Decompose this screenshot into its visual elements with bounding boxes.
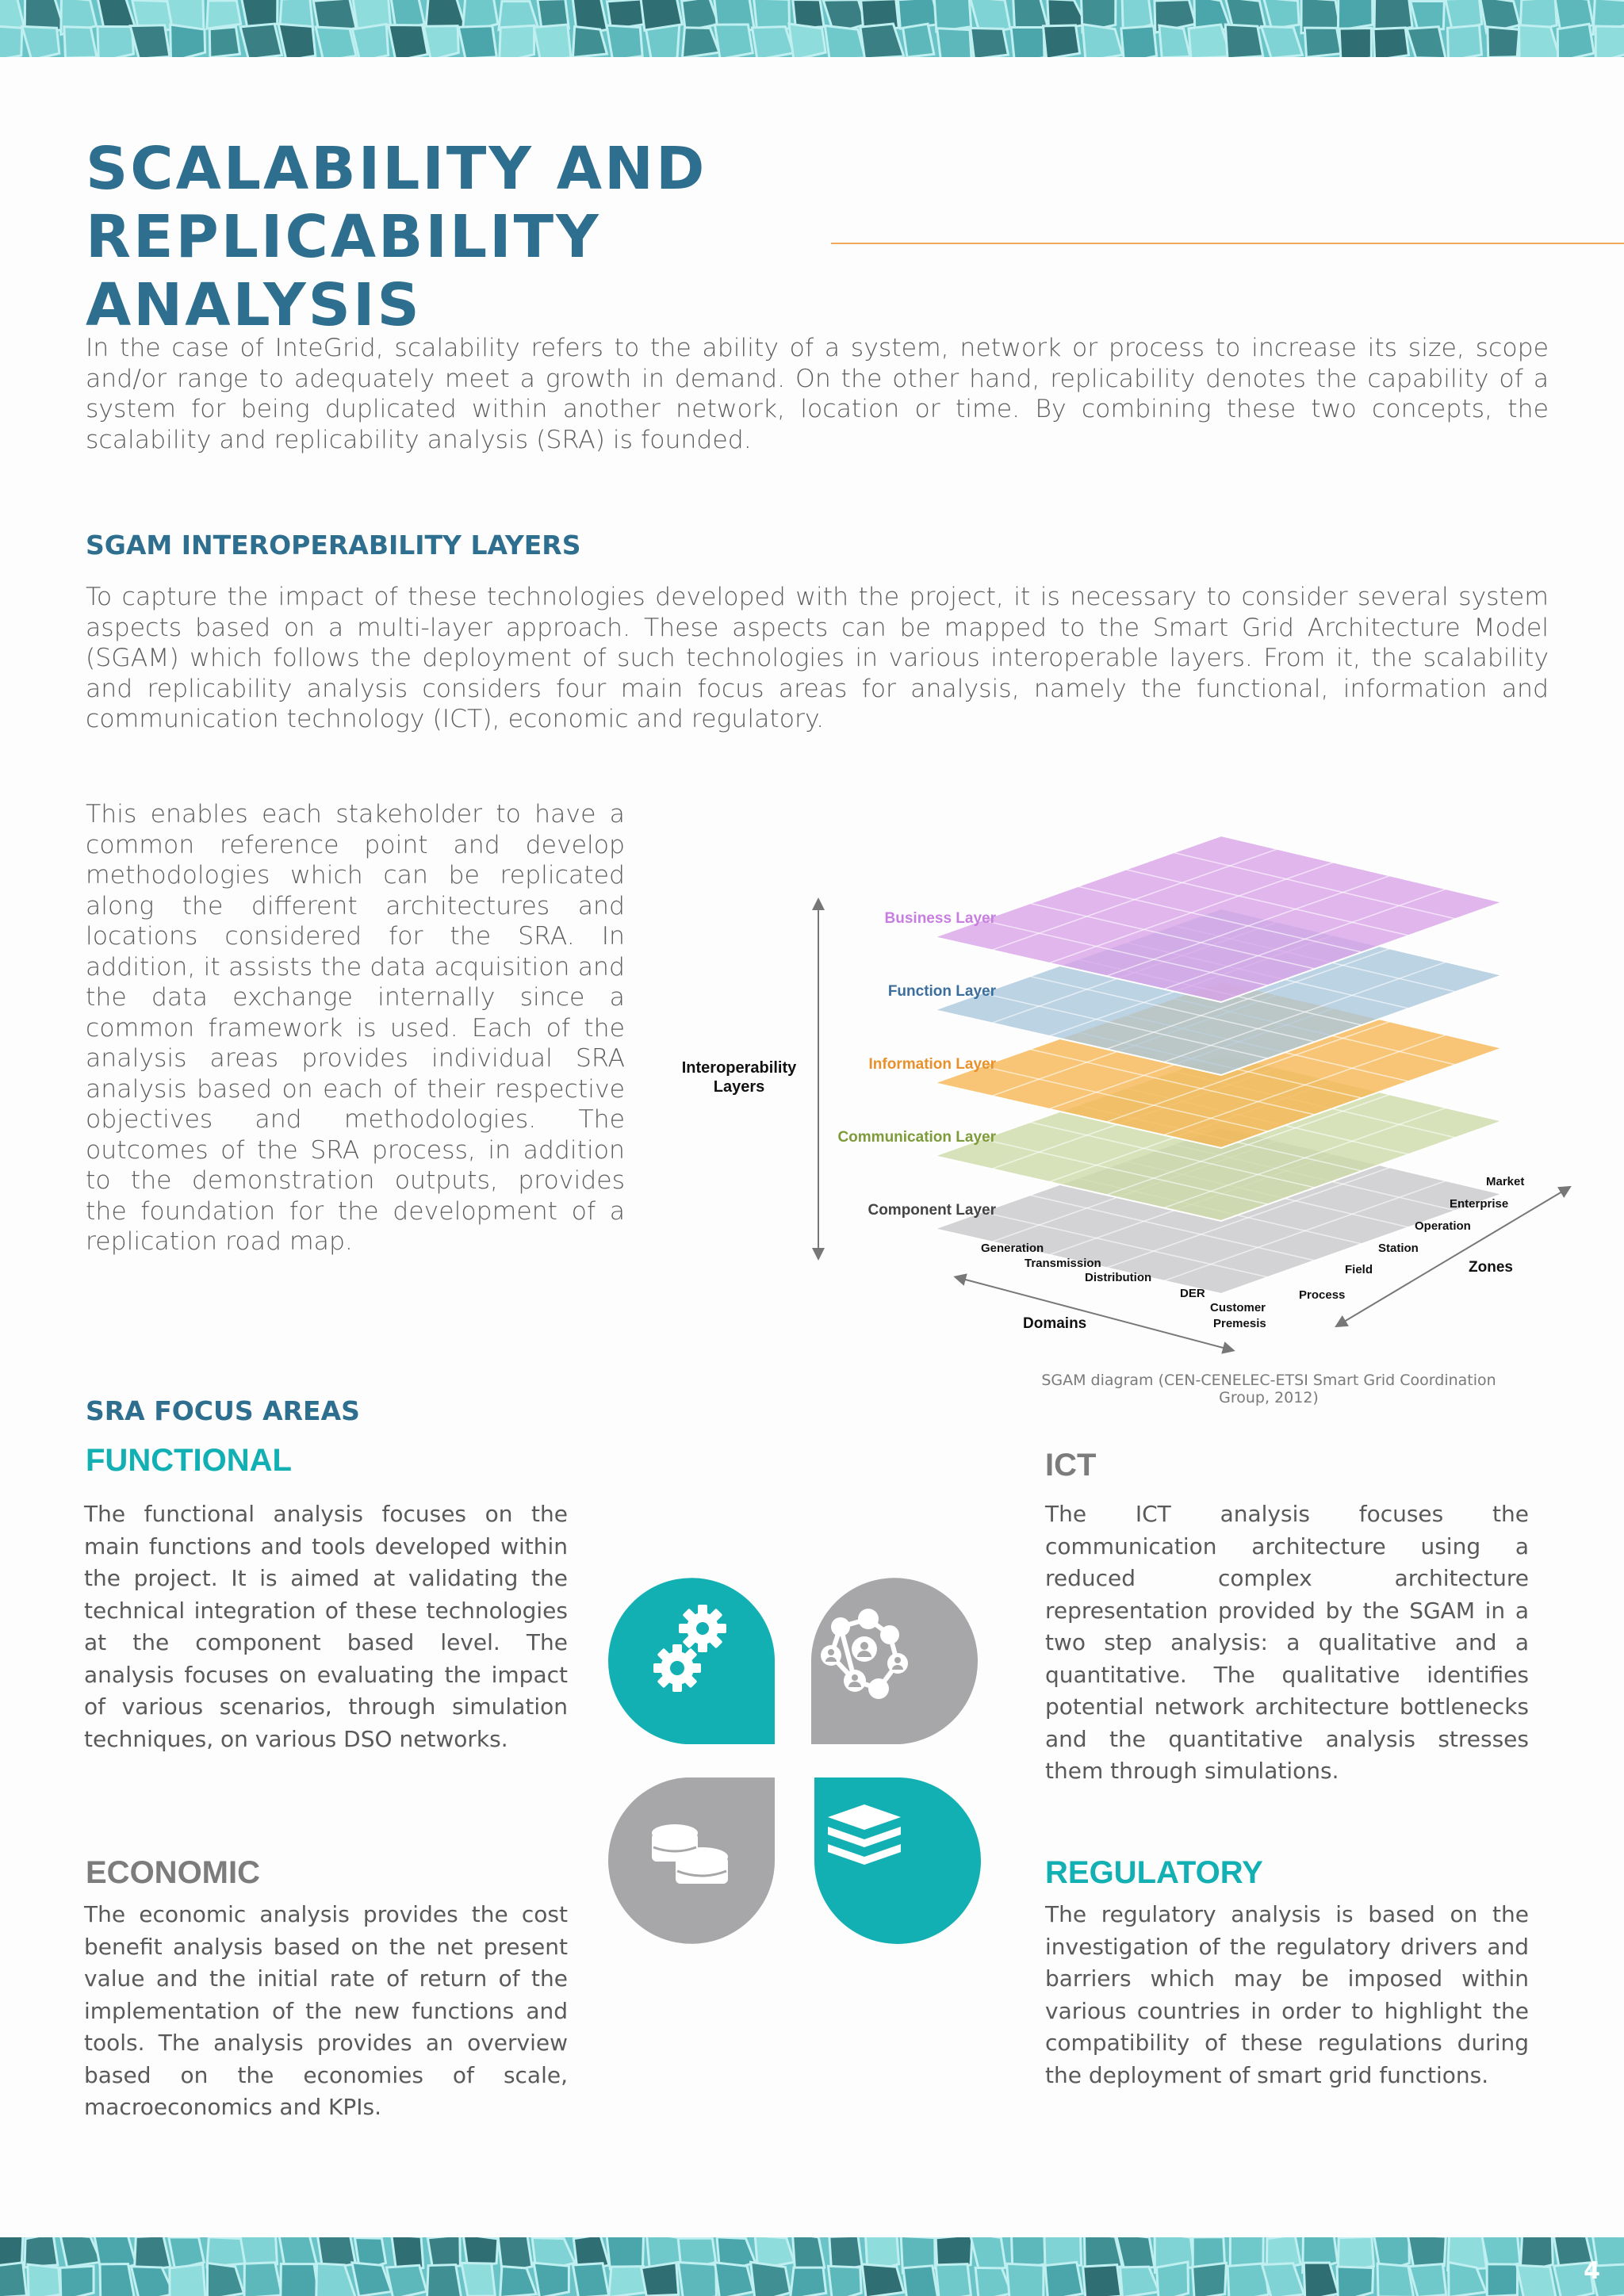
- mosaic-tile: [281, 2263, 319, 2296]
- mosaic-tile: [607, 25, 642, 57]
- mosaic-tile: [427, 2265, 461, 2296]
- page-title: [86, 135, 1156, 339]
- mosaic-tile: [0, 25, 22, 57]
- mosaic-tile: [458, 26, 496, 57]
- mosaic-tile: [862, 2264, 904, 2296]
- ict-petal: [811, 1578, 978, 1744]
- mosaic-tile: [753, 27, 794, 57]
- mosaic-tile: [534, 25, 571, 57]
- domain-distribution: Distribution: [1085, 1271, 1152, 1284]
- mosaic-tile: [1007, 2263, 1044, 2296]
- mosaic-tile: [1338, 0, 1373, 30]
- sgam-side-paragraph: This enables each stakeholder to have a common reference point and develop methodologies which can be replicated along the different architectures and locations considered for the SRA. In addition, it assists the data acquisition and the data exchange internally since a common framework is used. Each of the analysis areas provides individual SRA analysis based on each of their respective objectives and methodologies. The outcomes of the SRA process, in addition to the demonstration outputs, provides the foundation for the development of a replication road map.: [86, 800, 625, 1256]
- mosaic-tile: [209, 27, 239, 57]
- mosaic-tile: [386, 2265, 427, 2296]
- economic-text: The economic analysis provides the cost benefit analysis based on the net present value and the initial rate of return of the implementation of the new functions and tools. The analysis provides an overview based on the economies of scale, macroeconomics and KPIs.: [84, 1901, 568, 2120]
- bottom-decorative-band: [0, 2237, 1624, 2296]
- mosaic-tile: [903, 2266, 938, 2296]
- mosaic-tile: [1043, 25, 1079, 57]
- mosaic-tile: [1411, 1, 1445, 29]
- regulatory-petal: [814, 1777, 981, 1944]
- mosaic-tile: [278, 24, 316, 57]
- mosaic-tile: [903, 24, 934, 57]
- mosaic-tile: [646, 25, 680, 57]
- mosaic-tile: [352, 24, 388, 57]
- functional-text: The functional analysis focuses on the main functions and tools developed within the project. It is aimed at validating the technical integration of these technologies at the component based level. The analysis focuses on evaluating the impact of various scenarios, through simulation techniques, on various DSO networks.: [84, 1501, 568, 1752]
- mosaic-tile: [937, 29, 971, 57]
- economic-petal: [608, 1777, 775, 1944]
- layer-label-4: Component Layer: [868, 1202, 996, 1219]
- mosaic-tile: [1447, 25, 1481, 57]
- page-number: 4: [1584, 2257, 1600, 2285]
- mosaic-pattern-bottom: [0, 2237, 1624, 2296]
- mosaic-tile: [1304, 28, 1341, 57]
- mosaic-tile: [936, 2264, 971, 2296]
- title-divider: [831, 243, 1624, 244]
- page-title-line-2: ANALYSIS: [86, 271, 422, 339]
- mosaic-tile: [971, 28, 1009, 57]
- mosaic-tile: [1517, 2265, 1556, 2296]
- mosaic-tile: [714, 2263, 753, 2296]
- mosaic-tile: [170, 25, 205, 57]
- mosaic-tile: [828, 2266, 861, 2296]
- mosaic-tile: [642, 2263, 679, 2296]
- mosaic-tile: [1011, 27, 1044, 57]
- domain-customer-premises-2: Premesis: [1213, 1317, 1266, 1330]
- zone-enterprise: Enterprise: [1450, 1197, 1509, 1211]
- mosaic-tile: [244, 2263, 282, 2296]
- mosaic-tile: [1083, 2265, 1121, 2296]
- mosaic-pattern: [0, 0, 1624, 57]
- sgam-heading: SGAM INTEROPERABILITY LAYERS: [86, 530, 581, 561]
- mosaic-tile: [934, 0, 971, 32]
- functional-title: FUNCTIONAL: [86, 1443, 292, 1478]
- ict-title: ICT: [1045, 1448, 1097, 1483]
- page-title-line-1: SCALABILITY AND REPLICABILITY: [86, 135, 707, 271]
- mosaic-tile: [462, 2263, 495, 2296]
- layer-label-2: Information Layer: [868, 1056, 996, 1073]
- mosaic-tile: [1557, 24, 1594, 57]
- mosaic-tile: [424, 26, 459, 57]
- diagram-caption: SGAM diagram (CEN-CENELEC-ETSI Smart Grid Coordination Group, 2012): [1041, 1372, 1496, 1406]
- layers-axis-label-1: Interoperability: [681, 1059, 797, 1077]
- mosaic-tile: [64, 27, 97, 57]
- mosaic-tile: [389, 25, 428, 57]
- mosaic-tile: [1339, 29, 1371, 57]
- mosaic-tile: [98, 27, 133, 57]
- domain-der: DER: [1180, 1287, 1205, 1300]
- mosaic-tile: [28, 2264, 60, 2296]
- mosaic-tile: [678, 2263, 716, 2296]
- mosaic-tile: [207, 1, 241, 29]
- mosaic-tile: [534, 2263, 569, 2296]
- focus-areas-graphic: [603, 1570, 991, 1950]
- layers-axis-label-2: Layers: [713, 1078, 765, 1096]
- mosaic-tile: [1225, 25, 1262, 57]
- mosaic-tile: [1045, 2262, 1082, 2296]
- economic-title: ECONOMIC: [86, 1855, 260, 1890]
- regulatory-title: REGULATORY: [1045, 1855, 1263, 1890]
- mosaic-tile: [500, 25, 534, 57]
- top-decorative-band: [0, 0, 1624, 57]
- mosaic-tile: [1595, 26, 1624, 57]
- zone-operation: Operation: [1415, 1219, 1471, 1233]
- mosaic-tile: [1193, 2263, 1227, 2296]
- ict-text: The ICT analysis focuses the communication architecture using a reduced complex architecture representation provided by the SGAM in a two step analysis: a qualitative and a quantitative. The qualitative identifies potential network architecture bottlenecks and the quantitative analysis stresses them through simulations.: [1045, 1501, 1529, 1784]
- mosaic-tile: [1157, 2262, 1189, 2296]
- mosaic-tile: [1121, 26, 1157, 57]
- mosaic-tile: [1487, 2264, 1518, 2296]
- domains-axis-label: Domains: [1023, 1315, 1087, 1332]
- mosaic-tile: [60, 2266, 94, 2296]
- zone-field: Field: [1345, 1263, 1373, 1276]
- mosaic-tile: [751, 2262, 791, 2296]
- mosaic-tile: [714, 25, 753, 57]
- mosaic-tile: [240, 24, 282, 57]
- zones-axis-label: Zones: [1469, 1259, 1513, 1276]
- mosaic-tile: [316, 27, 356, 57]
- zone-market: Market: [1486, 1175, 1525, 1188]
- mosaic-tile: [427, 2237, 460, 2267]
- sgam-diagram: [666, 785, 1578, 1356]
- intro-paragraph: In the case of InteGrid, scalability refers to the ability of a system, network or process to increase its size, scope and/or range to adequately meet a growth in demand. On the other hand, replicability denotes the capability of a system for being duplicated within another network, location or time. By combining these two concepts, the scalability and replicability analysis (SRA) is founded.: [86, 334, 1549, 454]
- layer-label-3: Communication Layer: [837, 1129, 996, 1146]
- domain-customer-premises: Customer: [1210, 1301, 1266, 1314]
- layer-label-1: Function Layer: [887, 983, 996, 1000]
- mosaic-tile: [792, 2237, 824, 2271]
- mosaic-tile: [130, 25, 170, 57]
- functional-petal: [608, 1578, 775, 1744]
- mosaic-tile: [1373, 28, 1409, 57]
- mosaic-tile: [100, 2263, 134, 2296]
- mosaic-tile: [825, 25, 865, 57]
- mosaic-tile: [789, 24, 825, 57]
- mosaic-tile: [573, 2263, 608, 2296]
- mosaic-tile: [1337, 2267, 1373, 2296]
- domain-generation: Generation: [981, 1242, 1044, 1255]
- zone-station: Station: [1378, 1242, 1419, 1255]
- mosaic-tile: [25, 2237, 58, 2267]
- focus-heading: SRA FOCUS AREAS: [86, 1395, 360, 1426]
- mosaic-tile: [170, 2264, 205, 2296]
- mosaic-tile: [0, 2263, 26, 2296]
- mosaic-tile: [573, 27, 607, 57]
- sgam-paragraph: To capture the impact of these technologies developed with the project, it is necessary to consider several system aspects based on a multi-layer approach. These aspects can be mapped to the Smart Grid Architecture Model (SGAM) which follows the deployment of such technologies in various interoperable layers. From it, the scalability and replicability analysis considers four main focus areas for analysis, namely the functional, information and communication technology (ICT), economic and regulatory.: [86, 583, 1549, 733]
- mosaic-tile: [1488, 27, 1519, 57]
- regulatory-text: The regulatory analysis is based on the investigation of the regulatory drivers and barriers which may be imposed within various countries in order to highlight the compatibility of these regulations during the deployment of smart grid functions.: [1045, 1901, 1529, 2088]
- zone-process: Process: [1299, 1288, 1346, 1302]
- mosaic-tile: [207, 2237, 245, 2267]
- domain-transmission: Transmission: [1025, 1257, 1101, 1270]
- layer-label-0: Business Layer: [884, 910, 996, 927]
- mosaic-tile: [1377, 2263, 1414, 2296]
- mosaic-tile: [790, 2267, 825, 2296]
- mosaic-tile: [279, 2237, 316, 2267]
- mosaic-tile: [607, 2237, 644, 2269]
